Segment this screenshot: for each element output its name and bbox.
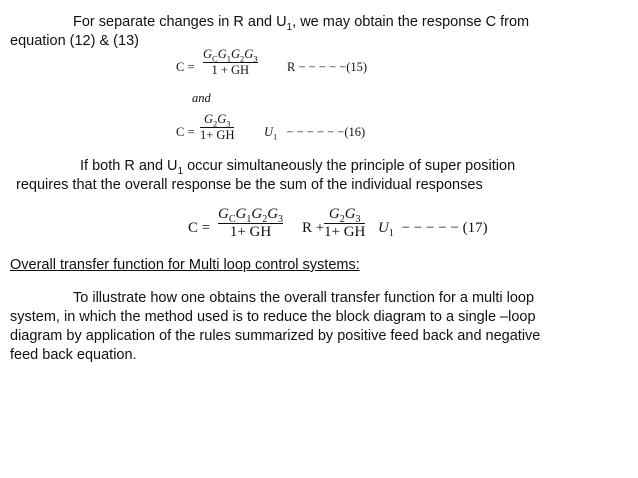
eq15-denominator: 1 + GH (211, 62, 250, 77)
eq17-denominator-1: 1+ GH (229, 224, 272, 240)
eq16-denominator: 1+ GH (200, 127, 235, 142)
eq16-rhs-sub: 1 (273, 131, 278, 142)
intro-line-1-end: , we may obtain the response C from (292, 14, 530, 30)
method-line-4: feed back equation. (10, 347, 137, 363)
method-line-3: diagram by application of the rules summarized by positive feed back and negative (10, 328, 541, 344)
equation-15 (176, 48, 386, 88)
intro-line-1 (73, 13, 529, 32)
eq17-fraction-1 (218, 207, 283, 240)
section-heading: Overall transfer function for Multi loop control systems: (10, 257, 360, 273)
eq16-fraction (200, 113, 234, 141)
and-label-text: and (192, 91, 211, 105)
eq15-lhs: C = (176, 60, 195, 74)
superposition-line-1 (16, 157, 628, 176)
eq16-rhs-var: U (264, 125, 274, 139)
superposition-line-1-b: occur simultaneously the principle of super position (183, 158, 516, 174)
method-paragraph (10, 289, 628, 365)
eq17-numerator-2: $G_2G_3$ (328, 206, 361, 225)
equation-16 (176, 113, 386, 153)
eq17-rhs-var: U (378, 220, 389, 236)
eq17-fraction-2 (324, 207, 365, 240)
eq17-rhs-tail: − − − − − (17) (401, 220, 488, 236)
eq16-lhs: C = (176, 125, 195, 139)
method-line-1-text: To illustrate how one obtains the overall transfer function for a multi loop (73, 290, 535, 306)
superposition-line-1-a: If both R and U (80, 158, 178, 174)
and-label (192, 92, 211, 105)
eq16-numerator: $G_2G_3$ (203, 112, 231, 129)
eq16-rhs (264, 125, 366, 142)
superposition-line-2: requires that the overall response be the sum of the individual responses (16, 177, 483, 193)
intro-line-2: equation (12) & (13) (10, 33, 139, 49)
superposition-line-1-sub: 1 (177, 165, 184, 177)
eq17-rhs (378, 220, 488, 239)
intro-line-1-text: For separate changes in R and U (73, 14, 287, 30)
eq15-rhs: R − − − − −(15) (287, 60, 368, 74)
method-line-1 (10, 289, 628, 308)
eq17-numerator-1: $G_CG_1G_2G_3$ (218, 206, 284, 225)
eq17-mid: R + (302, 220, 325, 236)
method-line-2: system, in which the method used is to reduce the block diagram to a single –loop (10, 309, 536, 325)
eq17-rhs-sub: 1 (388, 228, 394, 239)
equation-17 (188, 207, 488, 251)
intro-line-1-sub: 1 (286, 21, 293, 33)
eq16-rhs-tail: − − − − − −(16) (286, 125, 366, 139)
intro-paragraph (10, 13, 628, 51)
eq17-lhs: C = (188, 220, 211, 236)
superposition-paragraph (16, 157, 628, 195)
eq15-fraction (203, 48, 258, 76)
eq15-numerator: $G_CG_1G_2G_3$ (203, 47, 258, 64)
eq17-denominator-2: 1+ GH (324, 224, 366, 240)
